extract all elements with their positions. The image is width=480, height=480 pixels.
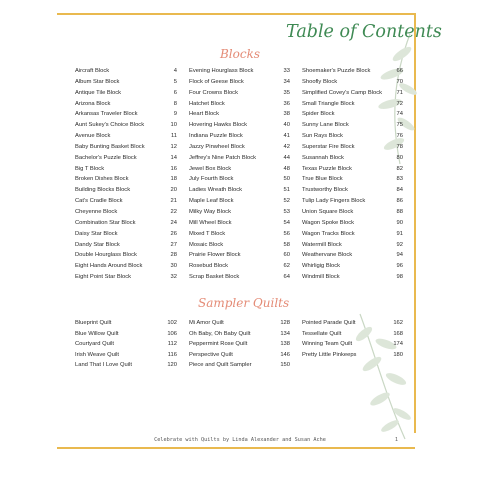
toc-entry bbox=[189, 207, 290, 218]
toc-entry-page: 128 bbox=[280, 320, 290, 326]
toc-entry-title: Broken Dishes Block bbox=[75, 176, 129, 183]
toc-entry-page: 22 bbox=[170, 208, 177, 215]
toc-entry-title: July Fourth Block bbox=[189, 176, 234, 183]
toc-entry-page: 51 bbox=[283, 187, 290, 194]
blocks-column bbox=[189, 66, 290, 283]
toc-entry bbox=[302, 261, 403, 272]
toc-entry-title: Mi Amor Quilt bbox=[189, 320, 224, 326]
toc-entry-title: Daisy Star Block bbox=[75, 230, 118, 237]
toc-entry-page: 16 bbox=[170, 165, 177, 172]
toc-entry-page: 78 bbox=[396, 143, 403, 150]
toc-entry-title: Bachelor's Puzzle Block bbox=[75, 154, 137, 161]
toc-entry-title: Album Star Block bbox=[75, 78, 120, 85]
toc-entry-page: 162 bbox=[393, 320, 403, 326]
toc-entry bbox=[302, 272, 403, 283]
toc-entry-title: Aircraft Block bbox=[75, 68, 110, 74]
toc-entry bbox=[75, 88, 177, 99]
toc-entry-title: Hatchet Block bbox=[189, 100, 225, 107]
toc-entry-page: 86 bbox=[396, 198, 403, 205]
toc-entry-title: Cat's Cradle Block bbox=[75, 198, 123, 205]
toc-entry-title: Scrap Basket Block bbox=[189, 274, 240, 281]
toc-entry-title: Jewel Box Block bbox=[189, 165, 232, 172]
toc-entry bbox=[75, 229, 177, 240]
toc-entry-page: 26 bbox=[170, 230, 177, 237]
toc-entry-title: Spider Block bbox=[302, 111, 335, 118]
toc-entry-title: Wagon Tracks Block bbox=[302, 230, 355, 237]
toc-entry bbox=[302, 88, 403, 99]
toc-entry bbox=[75, 142, 177, 153]
toc-entry-title: Trustworthy Block bbox=[302, 187, 348, 194]
toc-entry-title: Blueprint Quilt bbox=[75, 320, 112, 326]
toc-entry bbox=[189, 350, 290, 361]
toc-entry-title: Jazzy Pinwheel Block bbox=[189, 143, 245, 150]
toc-entry-page: 6 bbox=[173, 89, 177, 96]
toc-entry bbox=[302, 218, 403, 229]
toc-entry bbox=[75, 350, 177, 361]
toc-entry-title: Oh Baby, Oh Baby Quilt bbox=[189, 330, 251, 337]
toc-entry bbox=[302, 109, 403, 120]
toc-entry bbox=[302, 350, 403, 361]
blocks-column bbox=[302, 66, 403, 283]
toc-entry bbox=[189, 261, 290, 272]
sampler-column bbox=[189, 318, 290, 371]
toc-entry-page: 91 bbox=[396, 230, 403, 237]
toc-entry bbox=[189, 109, 290, 120]
toc-entry bbox=[75, 120, 177, 131]
toc-entry bbox=[302, 164, 403, 175]
toc-entry bbox=[75, 207, 177, 218]
toc-entry-page: 83 bbox=[396, 176, 403, 183]
toc-entry-title: Weathervane Block bbox=[302, 252, 353, 259]
toc-entry bbox=[75, 164, 177, 175]
toc-entry bbox=[302, 185, 403, 196]
toc-entry-title: Perspective Quilt bbox=[189, 351, 233, 358]
toc-entry-page: 44 bbox=[283, 154, 290, 161]
toc-entry bbox=[75, 77, 177, 88]
toc-entry bbox=[189, 360, 290, 371]
toc-entry-page: 27 bbox=[170, 241, 177, 248]
toc-entry bbox=[189, 272, 290, 283]
toc-entry-title: Pointed Parade Quilt bbox=[302, 320, 356, 326]
toc-entry-page: 9 bbox=[173, 111, 177, 118]
toc-entry bbox=[302, 174, 403, 185]
toc-entry-title: Maple Leaf Block bbox=[189, 198, 234, 205]
toc-entry-title: Shoemaker's Puzzle Block bbox=[302, 68, 371, 74]
toc-entry-page: 62 bbox=[283, 263, 290, 270]
toc-entry-page: 48 bbox=[283, 165, 290, 172]
toc-entry-page: 82 bbox=[396, 165, 403, 172]
toc-entry-page: 21 bbox=[170, 198, 177, 205]
page-title: Table of Contents bbox=[286, 22, 442, 42]
toc-entry-title: Building Blocks Block bbox=[75, 187, 131, 194]
toc-entry-title: Evening Hourglass Block bbox=[189, 68, 254, 74]
toc-entry bbox=[75, 329, 177, 340]
toc-entry-title: Susannah Block bbox=[302, 154, 344, 161]
toc-entry-page: 64 bbox=[283, 274, 290, 281]
toc-entry bbox=[75, 250, 177, 261]
blocks-column bbox=[75, 66, 177, 283]
toc-entry-title: Windmill Block bbox=[302, 274, 340, 281]
toc-entry-title: Antique Tile Block bbox=[75, 89, 122, 96]
toc-entry-page: 60 bbox=[283, 252, 290, 259]
toc-entry-title: Piece and Quilt Sampler bbox=[189, 362, 252, 369]
toc-entry-page: 11 bbox=[170, 133, 177, 140]
toc-entry-page: 36 bbox=[283, 100, 290, 107]
toc-entry bbox=[75, 131, 177, 142]
toc-entry bbox=[75, 318, 177, 329]
toc-entry-title: Mosaic Block bbox=[189, 241, 224, 248]
toc-entry-title: Courtyard Quilt bbox=[75, 341, 114, 348]
toc-entry-title: Jeffrey's Nine Patch Block bbox=[189, 154, 257, 161]
toc-entry bbox=[75, 261, 177, 272]
toc-entry-title: Hovering Hawks Block bbox=[189, 122, 247, 129]
toc-entry bbox=[75, 109, 177, 120]
toc-entry bbox=[189, 142, 290, 153]
toc-entry bbox=[302, 99, 403, 110]
toc-entry-page: 168 bbox=[393, 330, 403, 337]
toc-entry bbox=[302, 339, 403, 350]
toc-entry bbox=[189, 99, 290, 110]
toc-entry-page: 30 bbox=[170, 263, 177, 270]
toc-entry bbox=[189, 131, 290, 142]
toc-entry-title: Combination Star Block bbox=[75, 219, 136, 226]
toc-entry bbox=[302, 77, 403, 88]
page-number: 1 bbox=[395, 437, 399, 443]
toc-entry-page: 112 bbox=[167, 341, 177, 348]
toc-entry-title: Baby Bunting Basket Block bbox=[75, 143, 145, 150]
toc-entry-page: 134 bbox=[280, 330, 290, 337]
toc-entry bbox=[189, 339, 290, 350]
toc-entry bbox=[189, 164, 290, 175]
toc-entry bbox=[302, 240, 403, 251]
toc-entry-page: 4 bbox=[173, 68, 177, 74]
toc-entry-page: 174 bbox=[393, 341, 403, 348]
toc-entry bbox=[189, 120, 290, 131]
footer-credit: Celebrate with Quilts by Linda Alexander and Susan Ache bbox=[154, 437, 326, 443]
toc-entry-title: Milky Way Block bbox=[189, 208, 231, 215]
toc-entry bbox=[189, 77, 290, 88]
toc-entry bbox=[189, 240, 290, 251]
toc-entry-title: Shoofly Block bbox=[302, 78, 338, 85]
toc-entry-title: Winning Team Quilt bbox=[302, 341, 353, 348]
toc-entry bbox=[302, 318, 403, 329]
toc-entry bbox=[302, 229, 403, 240]
toc-entry-title: Eight Hands Around Block bbox=[75, 263, 143, 270]
toc-entry-title: Rosebud Block bbox=[189, 263, 228, 270]
toc-entry-title: Pretty Little Pinkeeps bbox=[302, 351, 357, 358]
toc-entry-title: Indiana Puzzle Block bbox=[189, 133, 243, 140]
toc-entry-page: 146 bbox=[280, 351, 290, 358]
toc-entry-page: 38 bbox=[283, 111, 290, 118]
toc-entry-page: 72 bbox=[396, 100, 403, 107]
toc-entry-page: 50 bbox=[283, 176, 290, 183]
toc-entry bbox=[189, 250, 290, 261]
toc-entry-page: 102 bbox=[167, 320, 177, 326]
toc-entry-page: 94 bbox=[396, 252, 403, 259]
toc-entry-title: True Blue Block bbox=[302, 176, 343, 183]
toc-entry-page: 54 bbox=[283, 219, 290, 226]
toc-entry-title: Arizona Block bbox=[75, 100, 111, 107]
toc-entry-page: 40 bbox=[283, 122, 290, 129]
toc-entry-page: 120 bbox=[167, 362, 177, 369]
toc-entry bbox=[189, 229, 290, 240]
toc-entry bbox=[189, 174, 290, 185]
toc-entry-page: 42 bbox=[283, 143, 290, 150]
toc-entry-title: Blue Willow Quilt bbox=[75, 330, 119, 337]
toc-entry-page: 66 bbox=[396, 68, 403, 74]
toc-entry bbox=[75, 174, 177, 185]
toc-entry-page: 75 bbox=[396, 122, 403, 129]
toc-entry-title: Flock of Geese Block bbox=[189, 78, 244, 85]
toc-entry-page: 98 bbox=[396, 274, 403, 281]
toc-entry-page: 53 bbox=[283, 208, 290, 215]
toc-entry bbox=[75, 240, 177, 251]
toc-entry bbox=[302, 120, 403, 131]
toc-entry-title: Irish Weave Quilt bbox=[75, 351, 120, 358]
toc-entry bbox=[75, 196, 177, 207]
toc-entry-page: 18 bbox=[170, 176, 177, 183]
toc-entry bbox=[75, 185, 177, 196]
toc-entry bbox=[75, 66, 177, 77]
toc-entry-page: 84 bbox=[396, 187, 403, 194]
frame-bottom-border bbox=[57, 447, 415, 449]
toc-entry-page: 28 bbox=[170, 252, 177, 259]
toc-entry-title: Land That I Love Quilt bbox=[75, 362, 132, 369]
toc-entry bbox=[189, 218, 290, 229]
toc-entry-title: Tulip Lady Fingers Block bbox=[302, 198, 366, 205]
toc-entry-title: Eight Point Star Block bbox=[75, 274, 132, 281]
toc-entry-title: Arkansas Traveler Block bbox=[75, 111, 138, 118]
toc-entry-page: 88 bbox=[396, 208, 403, 215]
toc-entry-title: Watermill Block bbox=[302, 241, 342, 248]
toc-entry bbox=[302, 196, 403, 207]
toc-entry-page: 76 bbox=[396, 133, 403, 140]
toc-entry-title: Cheyenne Block bbox=[75, 208, 118, 215]
toc-entry bbox=[75, 339, 177, 350]
toc-entry bbox=[302, 329, 403, 340]
toc-entry bbox=[189, 153, 290, 164]
toc-entry bbox=[189, 329, 290, 340]
toc-entry-title: Prairie Flower Block bbox=[189, 252, 241, 259]
toc-entry bbox=[302, 250, 403, 261]
toc-entry-page: 80 bbox=[396, 154, 403, 161]
toc-entry-title: Whirligig Block bbox=[302, 263, 341, 270]
toc-entry-title: Small Triangle Block bbox=[302, 100, 355, 107]
toc-entry-page: 24 bbox=[170, 219, 177, 226]
toc-entry-title: Aunt Sukey's Choice Block bbox=[75, 122, 145, 129]
toc-entry-page: 34 bbox=[283, 78, 290, 85]
toc-entry-title: Ladies Wreath Block bbox=[189, 187, 243, 194]
toc-entry-page: 14 bbox=[170, 154, 177, 161]
sampler-column bbox=[302, 318, 403, 360]
toc-entry-page: 12 bbox=[170, 143, 177, 150]
toc-entry-page: 138 bbox=[280, 341, 290, 348]
toc-entry bbox=[302, 142, 403, 153]
toc-entry-title: Union Square Block bbox=[302, 208, 354, 215]
toc-entry-title: Four Crowns Block bbox=[189, 89, 238, 96]
toc-entry-page: 90 bbox=[396, 219, 403, 226]
toc-entry-page: 33 bbox=[283, 68, 290, 74]
toc-entry-page: 71 bbox=[396, 89, 403, 96]
toc-entry-title: Texas Puzzle Block bbox=[302, 165, 352, 172]
toc-entry bbox=[302, 207, 403, 218]
sampler-section-heading: Sampler Quilts bbox=[198, 296, 290, 310]
toc-entry-page: 116 bbox=[167, 351, 177, 358]
toc-entry-page: 20 bbox=[170, 187, 177, 194]
toc-entry-page: 92 bbox=[396, 241, 403, 248]
toc-entry-page: 41 bbox=[283, 133, 290, 140]
toc-entry-title: Peppermint Rose Quilt bbox=[189, 341, 248, 348]
toc-entry-title: Sunny Lane Block bbox=[302, 122, 349, 129]
toc-entry bbox=[189, 196, 290, 207]
toc-entry-title: Tessellate Quilt bbox=[302, 330, 342, 337]
toc-entry-page: 58 bbox=[283, 241, 290, 248]
toc-entry-title: Sun Rays Block bbox=[302, 133, 343, 140]
toc-entry-title: Simplified Covey's Camp Block bbox=[302, 89, 383, 96]
toc-entry-page: 52 bbox=[283, 198, 290, 205]
toc-entry-title: Mixed T Block bbox=[189, 230, 226, 237]
toc-entry bbox=[189, 185, 290, 196]
toc-entry bbox=[189, 66, 290, 77]
toc-entry-page: 32 bbox=[170, 274, 177, 281]
toc-entry bbox=[189, 318, 290, 329]
toc-entry-page: 8 bbox=[173, 100, 177, 107]
toc-entry-page: 180 bbox=[393, 351, 403, 358]
toc-entry-page: 5 bbox=[173, 78, 177, 85]
toc-entry bbox=[302, 131, 403, 142]
toc-entry-page: 150 bbox=[280, 362, 290, 369]
toc-entry-page: 35 bbox=[283, 89, 290, 96]
toc-entry-title: Mill Wheel Block bbox=[189, 219, 232, 226]
toc-entry bbox=[75, 360, 177, 371]
sampler-column bbox=[75, 318, 177, 371]
toc-entry-title: Superstar Fire Block bbox=[302, 143, 355, 150]
toc-entry-page: 74 bbox=[396, 111, 403, 118]
blocks-section-heading: Blocks bbox=[219, 47, 261, 61]
toc-entry-page: 70 bbox=[396, 78, 403, 85]
toc-entry bbox=[189, 88, 290, 99]
toc-entry-title: Wagon Spoke Block bbox=[302, 219, 354, 226]
toc-entry-page: 56 bbox=[283, 230, 290, 237]
toc-entry-title: Double Hourglass Block bbox=[75, 252, 137, 259]
toc-entry bbox=[75, 153, 177, 164]
toc-entry-page: 106 bbox=[167, 330, 177, 337]
toc-entry bbox=[75, 218, 177, 229]
toc-entry bbox=[75, 272, 177, 283]
toc-entry bbox=[302, 153, 403, 164]
toc-entry-title: Dandy Star Block bbox=[75, 241, 120, 248]
toc-entry-page: 10 bbox=[170, 122, 177, 129]
toc-entry-page: 96 bbox=[396, 263, 403, 270]
toc-entry-title: Big T Block bbox=[75, 165, 105, 172]
toc-entry-title: Heart Block bbox=[189, 111, 219, 118]
toc-entry-title: Avenue Block bbox=[75, 133, 111, 140]
toc-entry bbox=[302, 66, 403, 77]
toc-entry bbox=[75, 99, 177, 110]
